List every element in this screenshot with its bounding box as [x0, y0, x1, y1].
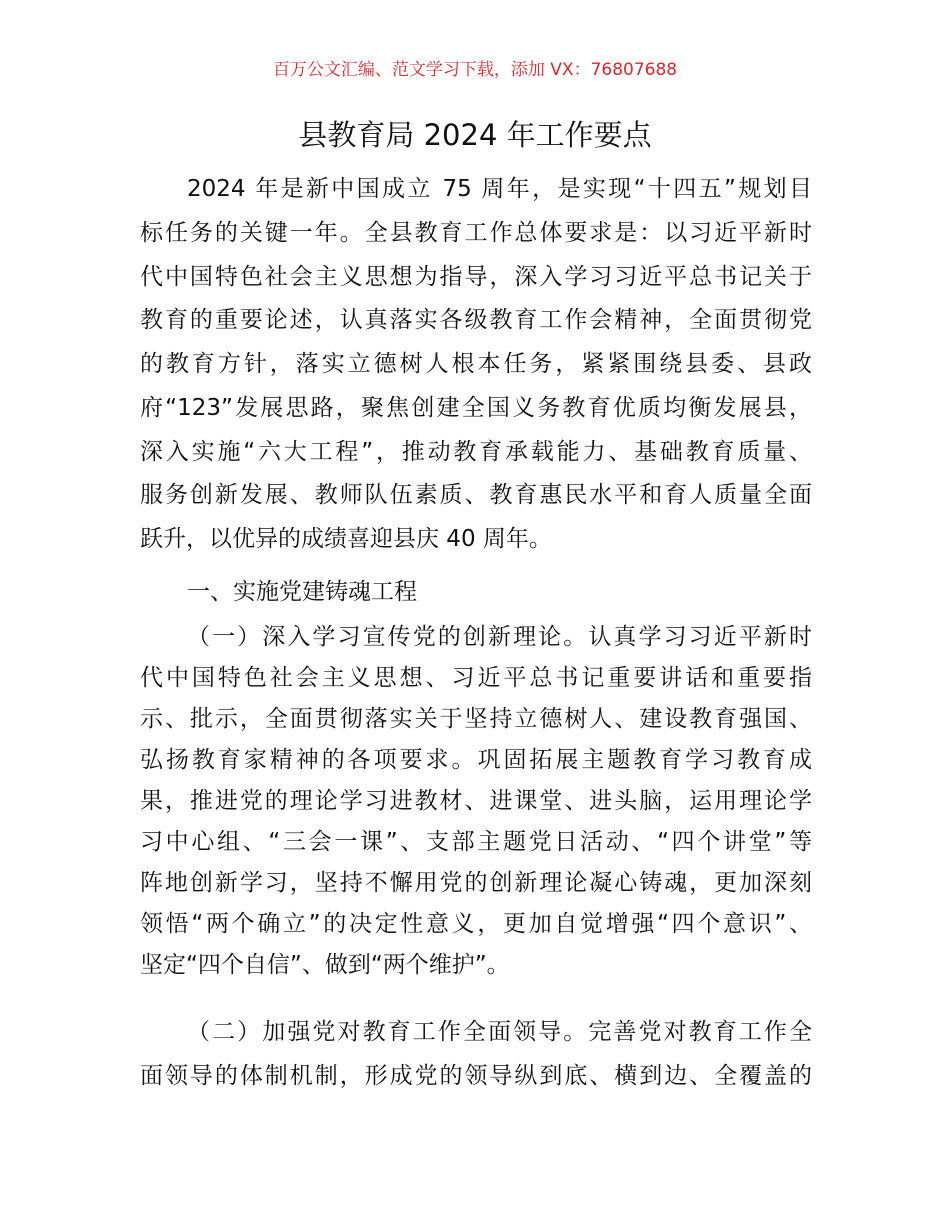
text-line: 代中国特色社会主义思想为指导，深入学习习近平总书记关于 [140, 263, 812, 290]
text-line: 习中心组、“三会一课”、支部主题党日活动、“四个讲堂”等 [140, 829, 812, 855]
text-line: 府“123”发展思路，聚焦创建全国义务教育优质均衡发展县， [140, 394, 812, 421]
text-line: 阵地创新学习，坚持不懈用党的创新理论凝心铸魂，更加深刻 [140, 870, 812, 896]
document-title: 县教育局 2024 年工作要点 [298, 118, 652, 152]
text-line: 示、批示，全面贯彻落实关于坚持立德树人、建设教育强国、 [140, 706, 812, 732]
section-heading-text: 一、实施党建铸魂工程 [187, 579, 417, 605]
text-line: 领悟“两个确立”的决定性意义，更加自觉增强“四个意识”、 [140, 911, 812, 937]
text-line: （二）加强党对教育工作全面领导。完善党对教育工作全 [187, 1019, 812, 1045]
text-line: 2024 年是新中国成立 75 周年，是实现“十四五”规划目 [187, 176, 812, 202]
text-line: （一）深入学习宣传党的创新理论。认真学习习近平新时 [187, 624, 812, 650]
text-line: 标任务的关键一年。全县教育工作总体要求是：以习近平新时 [140, 219, 812, 246]
text-line: 跃升，以优异的成绩喜迎县庆 40 周年。 [140, 526, 552, 552]
text-line: 代中国特色社会主义思想、习近平总书记重要讲话和重要指 [140, 665, 812, 691]
text-line: 面领导的体制机制，形成党的领导纵到底、横到边、全覆盖的 [140, 1063, 812, 1089]
watermark-banner: 百万公文汇编、范文学习下载，添加 VX：76807688 [272, 60, 678, 80]
paragraph-item-2 [140, 1010, 812, 1098]
text-line: 教育的重要论述，认真落实各级教育工作会精神，全面贯彻党 [140, 307, 812, 334]
text-line: 服务创新发展、教师队伍素质、教育惠民水平和育人质量全面 [140, 482, 812, 509]
text-line: 的教育方针，落实立德树人根本任务，紧紧围绕县委、县政 [140, 351, 812, 377]
text-line: 坚定“四个自信”、做到“两个维护”。 [140, 952, 510, 978]
text-line: 深入实施“六大工程”，推动教育承载能力、基础教育质量、 [140, 438, 812, 465]
text-line: 弘扬教育家精神的各项要求。巩固拓展主题教育学习教育成 [140, 747, 812, 773]
paragraph-intro [140, 168, 812, 562]
text-line: 果，推进党的理论学习进教材、进课堂、进头脑，运用理论学 [140, 788, 812, 814]
paragraph-item-1 [140, 617, 812, 986]
section-heading [140, 570, 812, 614]
